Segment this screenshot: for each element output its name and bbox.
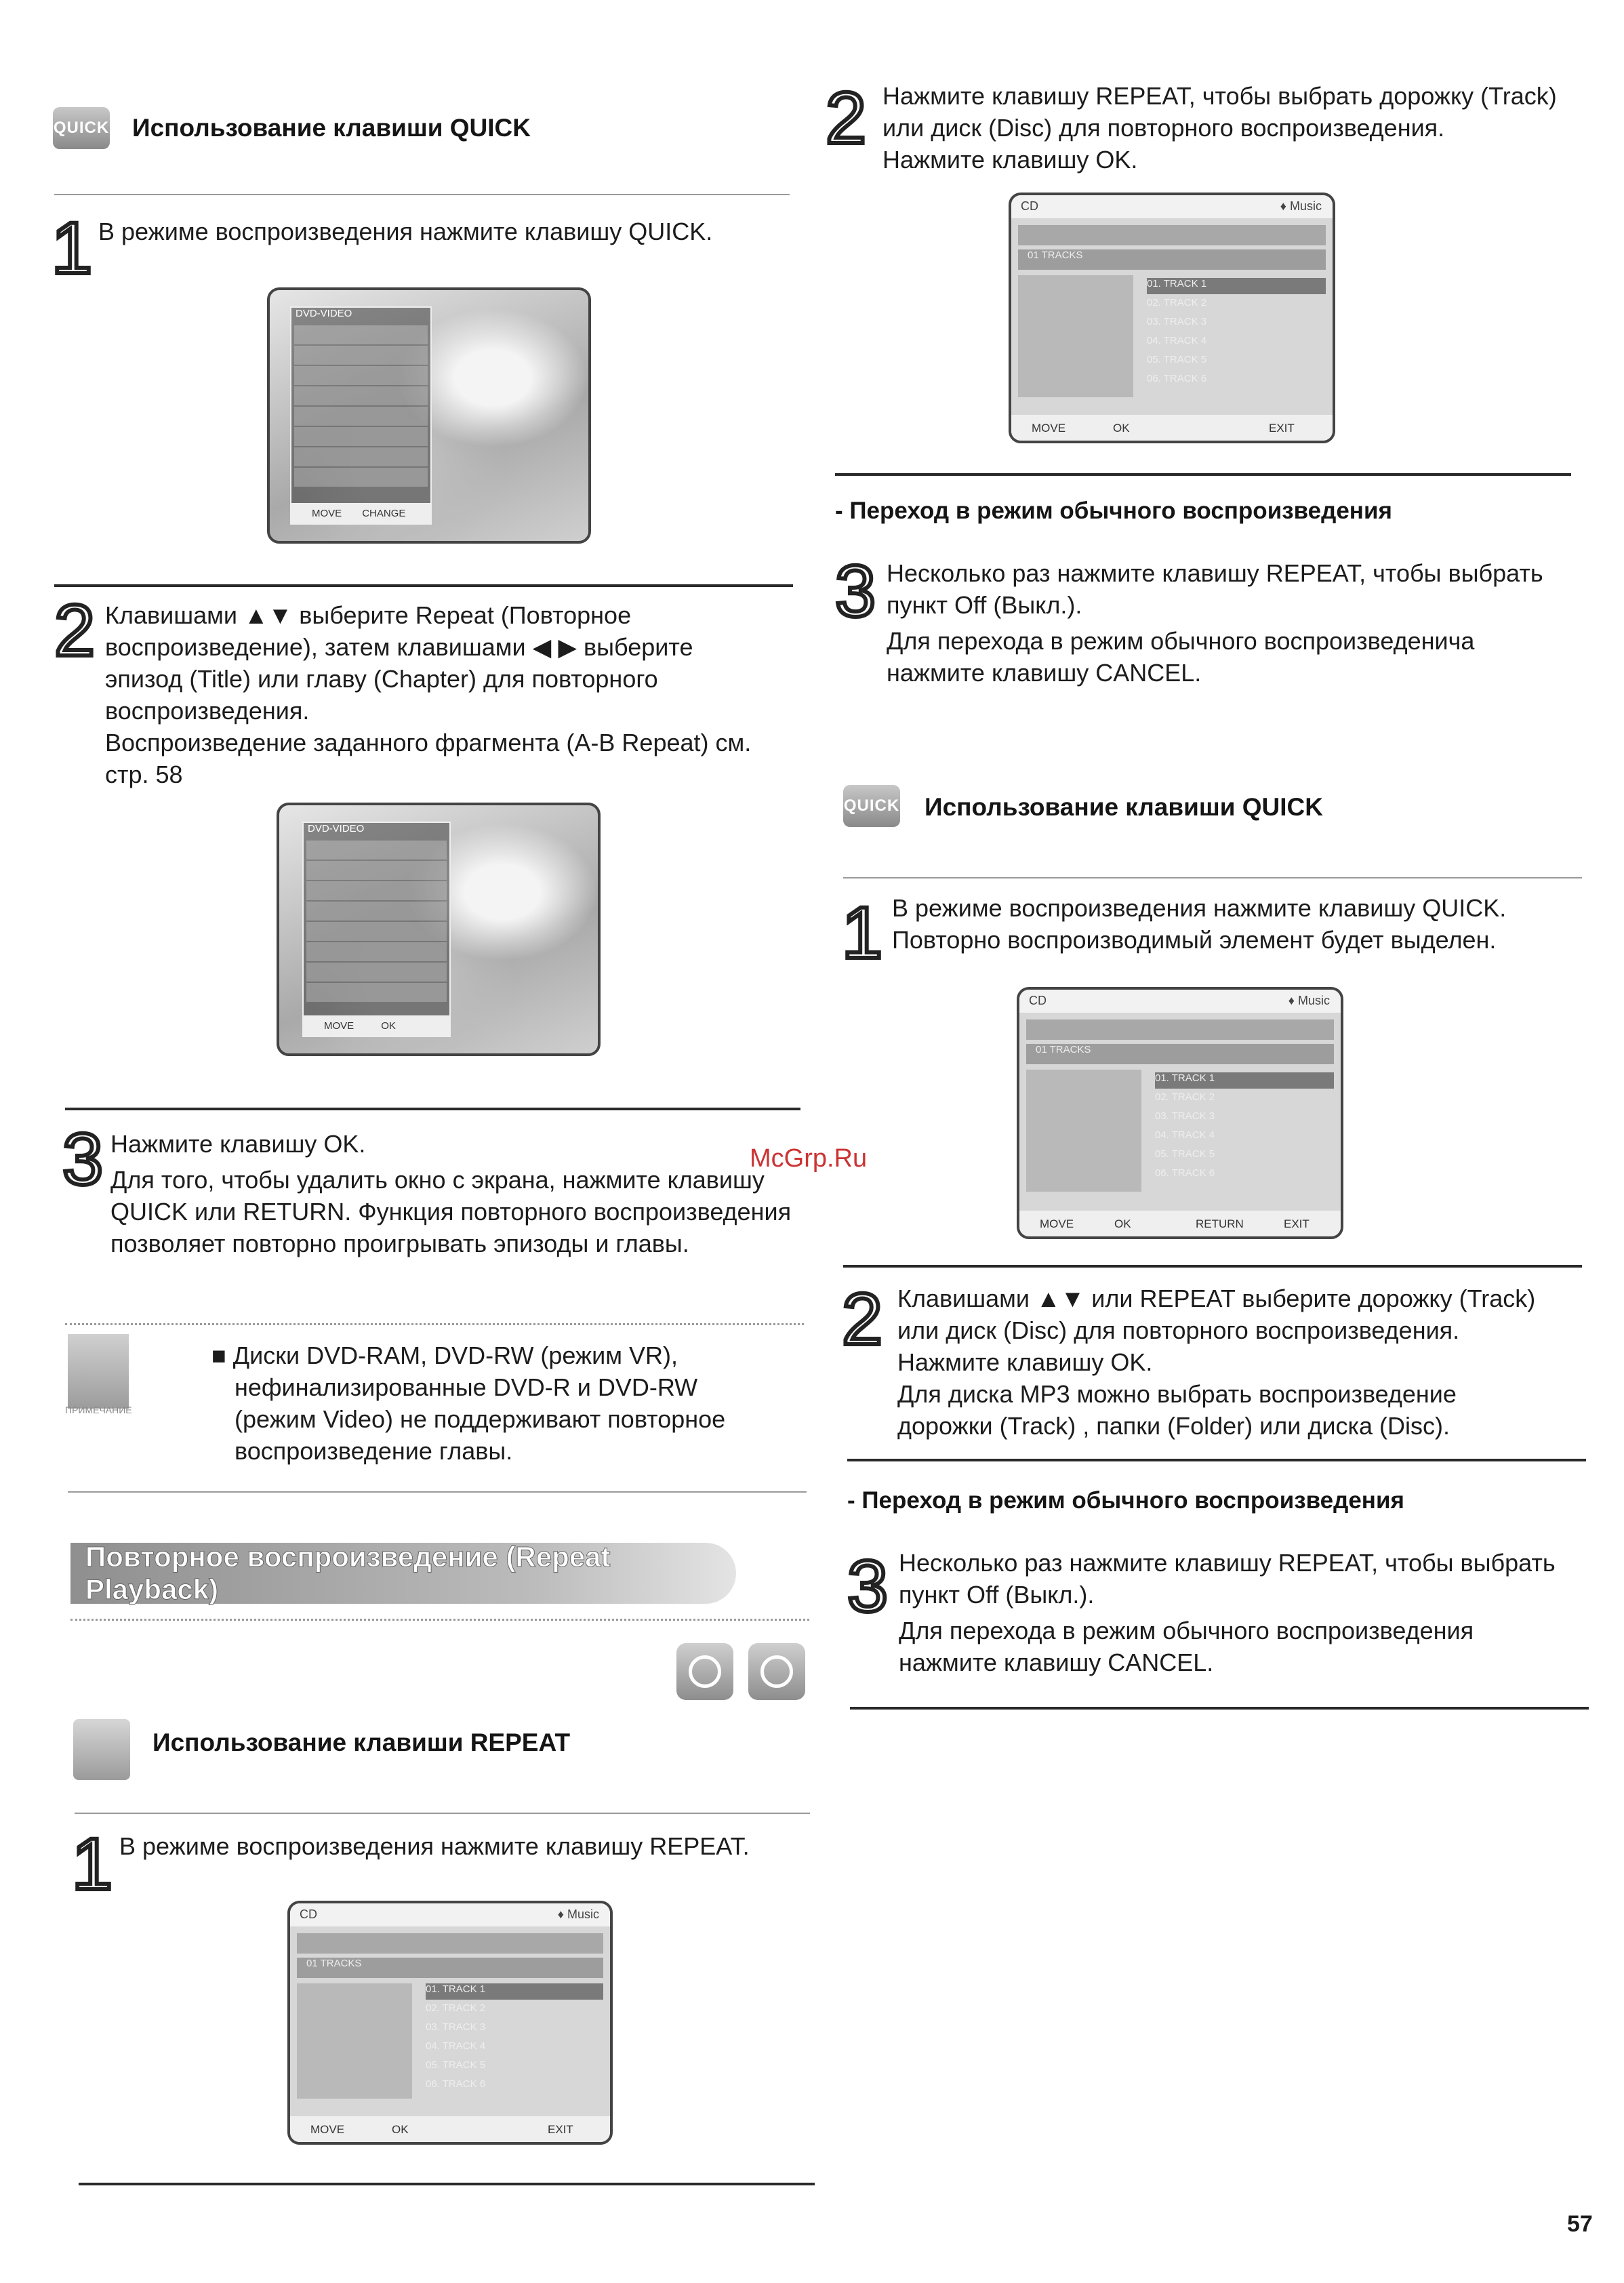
section-title-quick: Использование клавиши QUICK bbox=[925, 793, 1323, 821]
track-row: 03. TRACK 3 bbox=[1147, 316, 1207, 327]
divider bbox=[70, 1619, 809, 1621]
step-number: 1 bbox=[842, 891, 883, 973]
osd-title: DVD-VIDEO bbox=[308, 823, 365, 834]
cd-return-label: RETURN bbox=[1196, 1217, 1244, 1230]
divider bbox=[65, 1323, 804, 1325]
cd-move-label: MOVE bbox=[1040, 1217, 1074, 1230]
dvd-repeat-menu-screen bbox=[277, 803, 601, 1056]
quick-badge-icon: QUICK bbox=[843, 785, 900, 827]
divider bbox=[54, 584, 793, 587]
step-number: 3 bbox=[835, 550, 876, 632]
track-row: 06. TRACK 6 bbox=[1147, 373, 1207, 384]
cd-exit-label: EXIT bbox=[1269, 422, 1295, 435]
cd-ok-label: OK bbox=[1114, 1217, 1131, 1230]
cd-quick-screen bbox=[1017, 987, 1343, 1239]
track-row: 04. TRACK 4 bbox=[426, 2040, 486, 2052]
note-pencil-icon bbox=[68, 1334, 129, 1409]
cd-repeat-screen bbox=[287, 1901, 613, 2145]
track-row: 04. TRACK 4 bbox=[1147, 335, 1207, 346]
step-text: Нажмите клавишу OK. Для того, чтобы удалить окно с экрана, нажмите клавишу QUICK или RETURN. Функция повторного воспроизведения позволяет повторно проигрывать эпизоды и главы. bbox=[110, 1130, 792, 1257]
divider bbox=[847, 1459, 1586, 1461]
step-text: Нажмите клавишу REPEAT, чтобы выбрать дорожку (Track) или диск (Disc) для повторного воспроизведения. Нажмите клавишу OK. bbox=[882, 82, 1557, 174]
step-number: 2 bbox=[54, 589, 96, 671]
cd-repeat-track-screen bbox=[1009, 193, 1335, 443]
cd-logo-panel bbox=[297, 1983, 412, 2099]
note-icon-label: ПРИМЕЧАНИЕ bbox=[65, 1405, 132, 1415]
step-number: 2 bbox=[826, 77, 867, 159]
page-number: 57 bbox=[1567, 2211, 1593, 2237]
tracks-label: 01 TRACKS bbox=[306, 1958, 362, 1969]
music-label: ♦ Music bbox=[557, 1907, 599, 1921]
divider bbox=[54, 194, 790, 195]
quick-badge-icon: QUICK bbox=[53, 107, 110, 149]
divider bbox=[843, 1265, 1582, 1268]
track-row: 02. TRACK 2 bbox=[1155, 1091, 1215, 1103]
cd-ok-label: OK bbox=[1113, 422, 1130, 435]
cd-logo-panel bbox=[1026, 1070, 1141, 1192]
track-row: 05. TRACK 5 bbox=[1147, 354, 1207, 365]
track-row: 06. TRACK 6 bbox=[426, 2078, 486, 2090]
step-number: 3 bbox=[847, 1545, 889, 1627]
cd-header: CD bbox=[300, 1907, 317, 1921]
section-title-quick: Использование клавиши QUICK bbox=[132, 114, 531, 142]
cd-logo-panel bbox=[1018, 275, 1133, 397]
osd-change-label: CHANGE bbox=[362, 507, 406, 519]
dvd-disc-icon bbox=[676, 1643, 733, 1700]
note-text: ■ Диски DVD-RAM, DVD-RW (режим VR), нефинализированные DVD-R и DVD-RW (режим Video) не поддерживают повторное воспроизведение главы. bbox=[211, 1341, 726, 1465]
music-label: ♦ Music bbox=[1288, 994, 1330, 1007]
track-row: 03. TRACK 3 bbox=[426, 2021, 486, 2033]
divider bbox=[79, 2183, 815, 2185]
repeat-key-icon bbox=[73, 1719, 130, 1780]
step-text: Клавишами ▲▼ или REPEAT выберите дорожку (Track) или диск (Disc) для повторного воспроизведения. Нажмите клавишу OK. Для диска MP3 можно выбрать воспроизведение дорожки (Track) , папки (Folder) или диска (Disc). bbox=[897, 1285, 1536, 1440]
step-number: 1 bbox=[52, 207, 93, 289]
track-row: 02. TRACK 2 bbox=[1147, 297, 1207, 308]
subhead-normal-playback: - Переход в режим обычного воспроизведения bbox=[847, 1487, 1404, 1514]
cd-move-label: MOVE bbox=[310, 2123, 345, 2136]
track-row: 02. TRACK 2 bbox=[426, 2002, 486, 2014]
divider bbox=[835, 473, 1571, 476]
divider bbox=[843, 877, 1582, 878]
quick-menu-panel bbox=[290, 306, 432, 525]
step-number: 3 bbox=[62, 1118, 104, 1200]
divider bbox=[850, 1707, 1589, 1710]
divider bbox=[75, 1813, 810, 1814]
subhead-normal-playback: - Переход в режим обычного воспроизведения bbox=[835, 498, 1392, 524]
track-row: 05. TRACK 5 bbox=[426, 2059, 486, 2071]
cd-move-label: MOVE bbox=[1032, 422, 1066, 435]
step-number: 2 bbox=[842, 1278, 883, 1360]
divider bbox=[68, 1491, 807, 1493]
tracks-label: 01 TRACKS bbox=[1028, 249, 1083, 261]
cd-exit-label: EXIT bbox=[548, 2123, 573, 2136]
cd-exit-label: EXIT bbox=[1284, 1217, 1310, 1230]
step-text: Несколько раз нажмите клавишу REPEAT, чтобы выбрать пункт Off (Выкл.). Для перехода в режим обычного воспроизведения нажмите клавишу CANCEL. bbox=[899, 1549, 1556, 1676]
music-label: ♦ Music bbox=[1280, 199, 1322, 213]
step-text: Клавишами ▲▼ выберите Repeat (Повторное воспроизведение), затем клавишами ◀ ▶ выберите эпизод (Title) или главу (Chapter) для повторного воспроизведения. Воспроизведение заданного фрагмента (A-B Repeat) см. стр. 58 bbox=[105, 601, 752, 788]
cd-header: CD bbox=[1021, 199, 1038, 213]
track-row: 01. TRACK 1 bbox=[1155, 1072, 1334, 1089]
dvd-quick-menu-screen bbox=[267, 287, 591, 544]
track-row: 01. TRACK 1 bbox=[1147, 278, 1326, 294]
step-number: 1 bbox=[72, 1823, 113, 1905]
cd-ok-label: OK bbox=[392, 2123, 409, 2136]
cd-disc-icon bbox=[748, 1643, 805, 1700]
cd-header: CD bbox=[1029, 994, 1047, 1007]
track-row: 03. TRACK 3 bbox=[1155, 1110, 1215, 1122]
track-row: 06. TRACK 6 bbox=[1155, 1167, 1215, 1179]
step-text: В режиме воспроизведения нажмите клавишу QUICK. bbox=[98, 218, 713, 245]
osd-move-label: MOVE bbox=[324, 1019, 354, 1032]
watermark: McGrp.Ru bbox=[750, 1144, 868, 1173]
osd-ok-label: OK bbox=[381, 1019, 396, 1032]
tracks-label: 01 TRACKS bbox=[1036, 1044, 1091, 1055]
divider bbox=[65, 1108, 800, 1110]
step-text: В режиме воспроизведения нажмите клавишу REPEAT. bbox=[119, 1832, 750, 1860]
step-text: В режиме воспроизведения нажмите клавишу QUICK. Повторно воспроизводимый элемент будет выделен. bbox=[892, 894, 1507, 954]
repeat-playback-banner: Повторное воспроизведение (Repeat Playback) bbox=[70, 1543, 736, 1604]
osd-move-label: MOVE bbox=[312, 507, 342, 519]
section-title-repeat: Использование клавиши REPEAT bbox=[153, 1729, 571, 1756]
track-row: 04. TRACK 4 bbox=[1155, 1129, 1215, 1141]
osd-title: DVD-VIDEO bbox=[296, 308, 352, 319]
track-row: 01. TRACK 1 bbox=[426, 1983, 603, 2000]
quick-menu-panel bbox=[302, 822, 451, 1037]
track-row: 05. TRACK 5 bbox=[1155, 1148, 1215, 1160]
step-text: Несколько раз нажмите клавишу REPEAT, чтобы выбрать пункт Off (Выкл.). Для перехода в режим обычного воспроизведенича нажмите клавишу CANCEL. bbox=[887, 559, 1543, 687]
